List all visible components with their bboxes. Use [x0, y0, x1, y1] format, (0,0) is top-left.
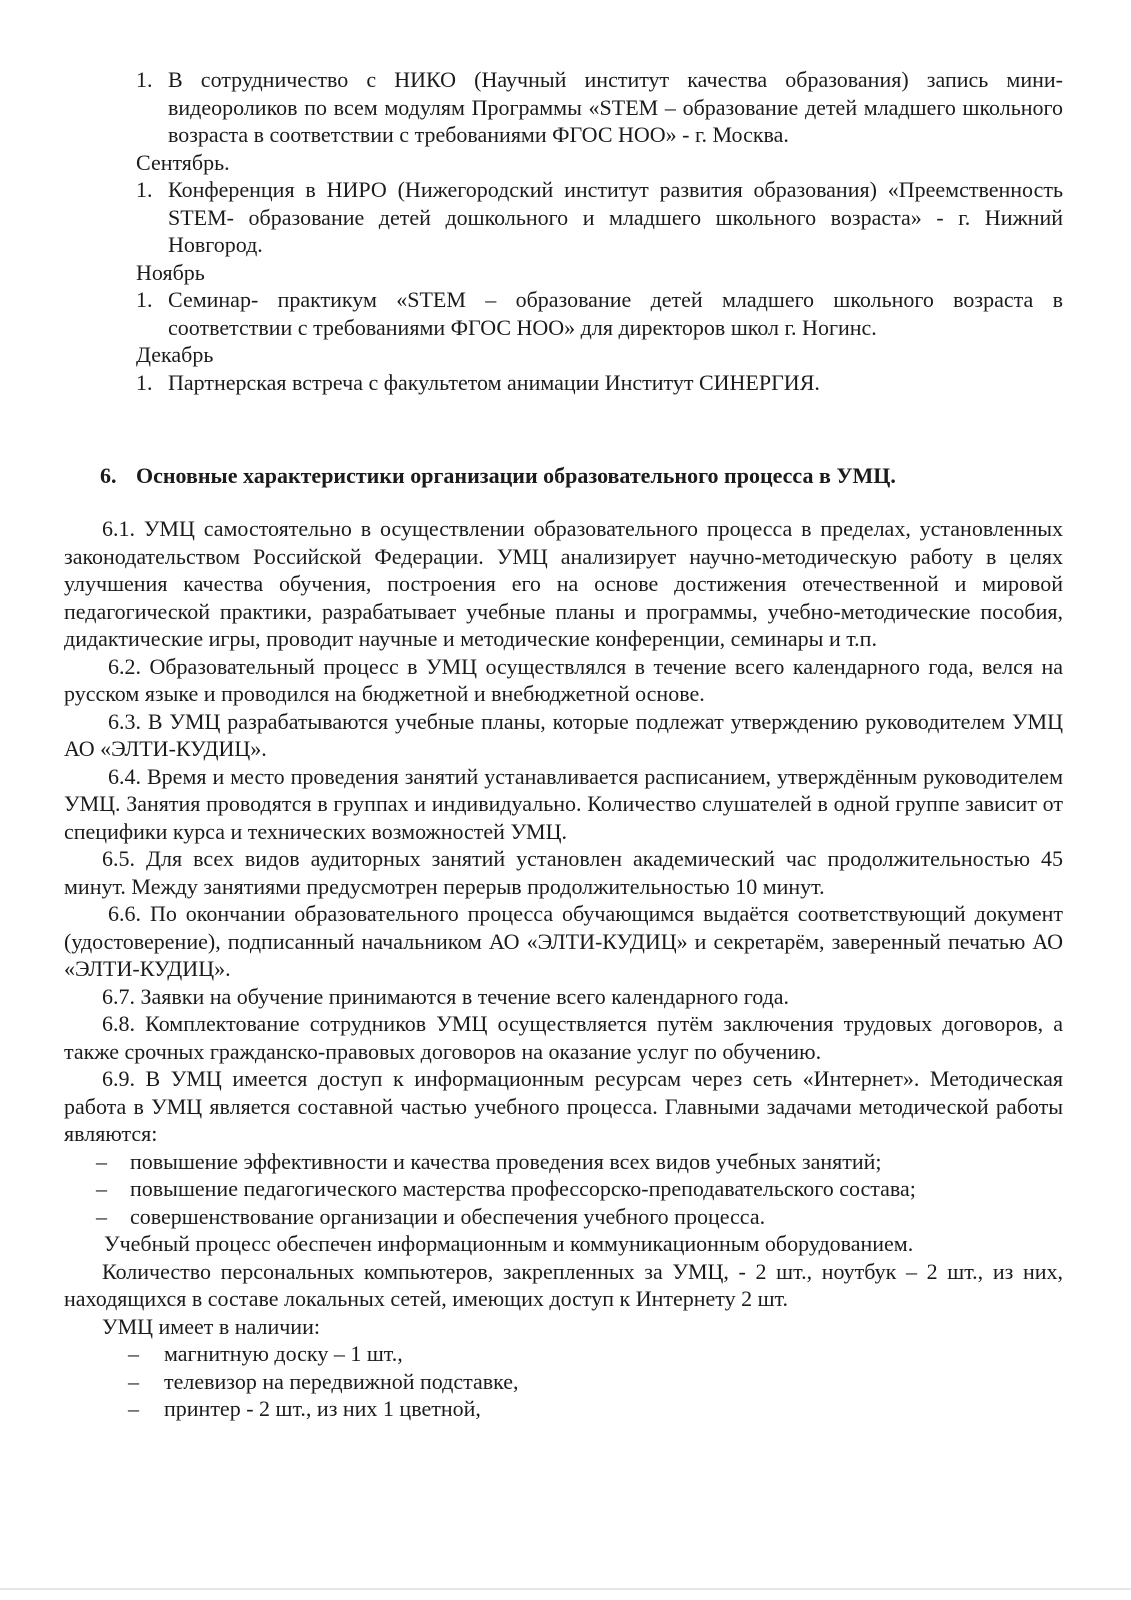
task-item: – совершенствование организации и обеспечения учебного процесса. [96, 1203, 766, 1229]
paragraph-6-4: 6.4. Время и место проведения занятий устанавливается расписанием, утверждённым руководителем УМЦ. Занятия проводятся в группах и индивидуально. Количество слушателей в одной группе зависит от специфики курса и технических возможностей УМЦ. [64, 763, 1063, 844]
inventory-item: – телевизор на передвижной подставке, [128, 1368, 519, 1394]
month-label: Ноябрь [136, 259, 205, 285]
inventory-intro: УМЦ имеет в наличии: [102, 1313, 320, 1339]
event-item: 1. В сотрудничество с НИКО (Научный институт качества образования) запись мини-видеороликов по всем модулям Программы «STEM – образование детей младшего школьного возраста в соответствии с требованиями ФГОС НОО» - г. Москва. [136, 67, 1063, 147]
section-body [64, 515, 1063, 1423]
task-item: – повышение эффективности и качества проведения всех видов учебных занятий; [96, 1148, 882, 1174]
computers-paragraph: Количество персональных компьютеров, закрепленных за УМЦ, - 2 шт., ноутбук – 2 шт., из них, находящихся в составе локальных сетей, имеющих доступ к Интернету 2 шт. [64, 1258, 1063, 1311]
inventory-item: – принтер - 2 шт., из них 1 цветной, [128, 1396, 481, 1421]
event-item: 1. Конференция в НИРО (Нижегородский институт развития образования) «Преемственность STEM- образование детей дошкольного и младшего школьного возраста» - г. Нижний Новгород. [136, 177, 1063, 257]
paragraph-6-1: 6.1. УМЦ самостоятельно в осуществлении образовательного процесса в пределах, установленных законодательством Российской Федерации. УМЦ анализирует научно-методическую работу в целях улучшения качества обучения, построения его на основе достижения отечественной и мировой педагогической практики, разрабатывает учебные планы и программы, учебно-методические пособия, дидактические игры, проводит научные и методические конференции, семинары и т.п. [64, 516, 1063, 651]
paragraph-6-9: 6.9. В УМЦ имеется доступ к информационным ресурсам через сеть «Интернет». Методическая работа в УМЦ является составной частью учебного процесса. Главными задачами методической работы являются: [64, 1066, 1063, 1146]
event-item: 1. Семинар- практикум «STEM – образование детей младшего школьного возраста в соответствии с требованиями ФГОС НОО» для директоров школ г. Ногинс. [136, 287, 1063, 340]
events-list [64, 66, 1063, 396]
paragraph-6-6: 6.6. По окончании образовательного процесса обучающимся выдаётся соответствующий документ (удостоверение), подписанный начальником АО «ЭЛТИ-КУДИЦ» и секретарём, заверенный печатью АО «ЭЛТИ-КУДИЦ». [64, 901, 1063, 981]
equipment-intro: Учебный процесс обеспечен информационным и коммуникационным оборудованием. [104, 1231, 914, 1256]
paragraph-6-3: 6.3. В УМЦ разрабатываются учебные планы, которые подлежат утверждению руководителем УМЦ АО «ЭЛТИ-КУДИЦ». [64, 708, 1063, 761]
scan-edge-divider [0, 1588, 1131, 1590]
section-title: 6. Основные характеристики организации образовательного процесса в УМЦ. [100, 463, 896, 488]
event-item: 1. Партнерская встреча с факультетом анимации Институт СИНЕРГИЯ. [136, 369, 820, 395]
paragraph-6-2: 6.2. Образовательный процесс в УМЦ осуществлялся в течение всего календарного года, велся на русском языке и проводился на бюджетной и внебюджетной основе. [64, 653, 1063, 706]
section-heading [100, 462, 1060, 490]
paragraph-6-8: 6.8. Комплектование сотрудников УМЦ осуществляется путём заключения трудовых договоров, а также срочных гражданско-правовых договоров на оказание услуг по обучению. [64, 1011, 1063, 1064]
inventory-item: – магнитную доску – 1 шт., [128, 1341, 403, 1366]
month-label: Декабрь [136, 342, 214, 367]
paragraph-6-7: 6.7. Заявки на обучение принимаются в течение всего календарного года. [102, 983, 790, 1009]
task-item: – повышение педагогического мастерства профессорско-преподавательского состава; [96, 1176, 916, 1201]
paragraph-6-5: 6.5. Для всех видов аудиторных занятий установлен академический час продолжительностью 45 минут. Между занятиями предусмотрен перерыв продолжительностью 10 минут. [64, 846, 1063, 899]
month-label: Сентябрь. [136, 149, 230, 175]
